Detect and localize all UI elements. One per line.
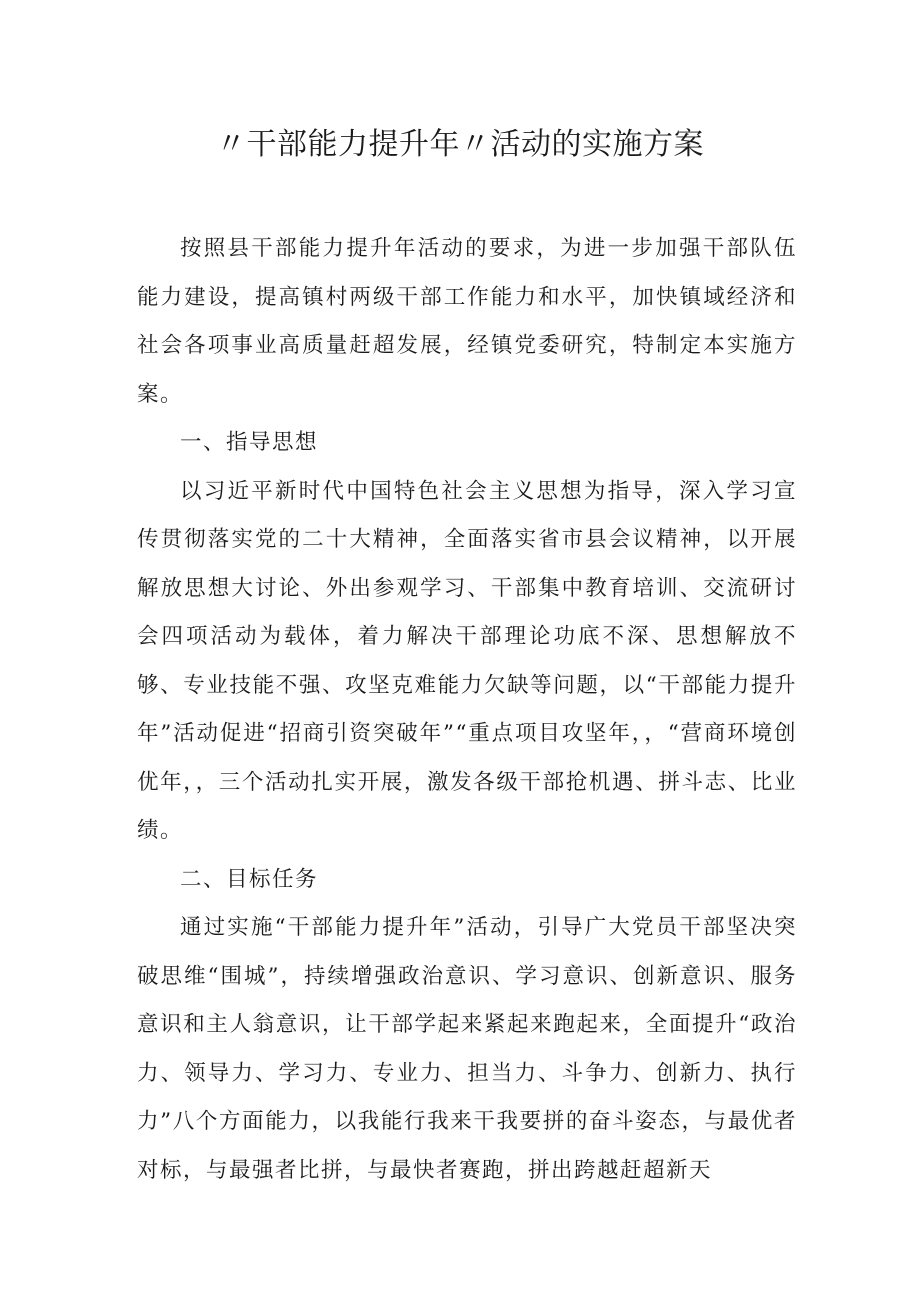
document-body xyxy=(137,225,797,1195)
document-title: 〃干部能力提升年〃活动的实施方案 xyxy=(216,127,704,162)
section-heading-goals-tasks: 二、目标任务 xyxy=(180,866,319,892)
guiding-ideology-paragraph: 以习近平新时代中国特色社会主义思想为指导，深入学习宣传贯彻落实党的二十大精神，全面落实省市县会议精神，以开展解放思想大讨论、外出参观学习、干部集中教育培训、交流研讨会四项活动为载体，着力解决干部理论功底不深、思想解放不够、专业技能不强、攻坚克难能力欠缺等问题，以“干部能力提升年”活动促进“招商引资突破年”“重点项目攻坚年，，“营商环境创优年，，三个活动扎实开展，激发各级干部抢机遇、拼斗志、比业绩。 xyxy=(137,478,797,843)
intro-paragraph: 按照县干部能力提升年活动的要求，为进一步加强干部队伍能力建设，提高镇村两级干部工作能力和水平，加快镇域经济和社会各项事业高质量赶超发展，经镇党委研究，特制定本实施方案。 xyxy=(137,236,797,407)
section-heading-guiding-ideology: 一、指导思想 xyxy=(180,430,319,455)
goals-tasks-paragraph: 通过实施“干部能力提升年”活动，引导广大党员干部坚决突破思维“围城”，持续增强政治意识、学习意识、创新意识、服务意识和主人翁意识，让干部学起来紧起来跑起来，全面提升“政治力、领导力、学习力、专业力、担当力、斗争力、创新力、执行力”八个方面能力，以我能行我来干我要拼的奋斗姿态，与最优者对标，与最强者比拼，与最快者赛跑，拼出跨越赶超新天 xyxy=(137,915,797,1183)
